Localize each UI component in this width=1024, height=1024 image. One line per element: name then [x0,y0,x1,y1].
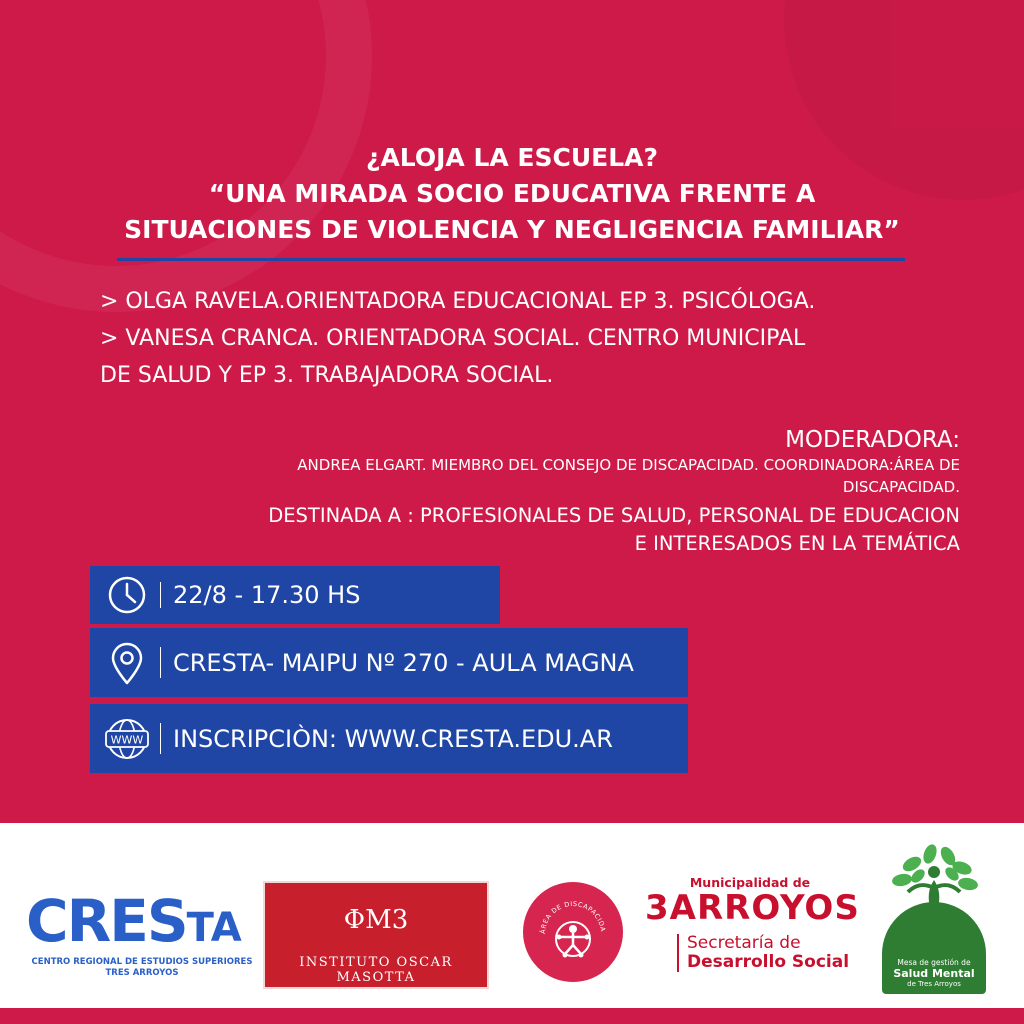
clock-icon [98,566,156,624]
masotta-logo [263,881,489,989]
cresta-subtitle: TRES ARROYOS [105,968,179,978]
cresta-word-main: CRES [26,887,187,955]
speaker-line: DE SALUD Y EP 3. TRABAJADORA SOCIAL. [100,363,554,388]
audience-line: DESTINADA A : PROFESIONALES DE SALUD, PERSONAL DE EDUCACION [268,504,960,527]
registration-text[interactable]: INSCRIPCIÒN: WWW.CRESTA.EDU.AR [173,724,613,753]
svg-text:ÁREA DE DISCAPACIDAD [523,882,607,934]
moderator-text: DISCAPACIDAD. [842,478,960,496]
masotta-symbol: ΦM3 [343,905,409,935]
audience-line: E INTERESADOS EN LA TEMÁTICA [634,532,960,555]
moderator-label: MODERADORA: [785,427,960,453]
www-label: WWW [110,733,144,746]
title-line: SITUACIONES DE VIOLENCIA Y NEGLIGENCIA FAMILIAR” [124,215,900,244]
muni-top-text: Municipalidad de [689,875,811,890]
cresta-logo [26,887,258,979]
muni-wordmark: 3ARROYOS [645,888,860,928]
moderator-text: ANDREA ELGART. MIEMBRO DEL CONSEJO DE DISCAPACIDAD. COORDINADORA:ÁREA DE [297,456,960,474]
salud-mental-logo [882,842,986,994]
cresta-word-small: TA [186,905,242,951]
location-pin-icon [98,628,156,697]
masotta-name: INSTITUTO OSCAR MASOTTA [299,955,453,985]
discapacidad-emblem-icon [523,882,623,982]
discapacidad-ring-text: ÁREA DE DISCAPACIDA [538,899,607,935]
muni-sec-line: Desarrollo Social [687,952,850,972]
cresta-wordmark [26,887,258,957]
salud-text: Salud Mental [893,967,975,980]
datetime-bar [90,566,500,624]
speaker-line: > VANESA CRANCA. ORIENTADORA SOCIAL. CENTRO MUNICIPAL [100,326,806,351]
salud-text: Mesa de gestión de [897,958,971,967]
title-line: ¿ALOJA LA ESCUELA? [365,143,659,172]
location-bar [90,628,688,697]
muni-secretaria [677,934,855,972]
separator [677,934,679,972]
title-underline [117,258,905,261]
audience-text [80,502,960,558]
cresta-subtitle: CENTRO REGIONAL DE ESTUDIOS SUPERIORES [31,957,253,967]
registration-bar [90,704,688,773]
separator [160,723,161,753]
moderator-section [80,426,960,558]
speaker-line: > OLGA RAVELA.ORIENTADORA EDUCACIONAL EP 3. PSICÓLOGA. [100,289,816,314]
globe-www-icon [98,704,156,773]
discapacidad-logo [523,882,623,982]
municipalidad-logo [645,875,860,972]
separator [160,647,161,677]
location-text: CRESTA- MAIPU Nº 270 - AULA MAGNA [173,648,634,677]
muni-sec-line: Secretaría de [687,933,801,953]
speakers-list [100,283,960,394]
event-title [80,140,944,248]
title-line: “UNA MIRADA SOCIO EDUCATIVA FRENTE A [208,179,816,208]
datetime-text: 22/8 - 17.30 HS [173,581,361,609]
salud-text: de Tres Arroyos [907,980,961,988]
bottom-strip [0,1008,1024,1024]
separator [160,582,161,608]
